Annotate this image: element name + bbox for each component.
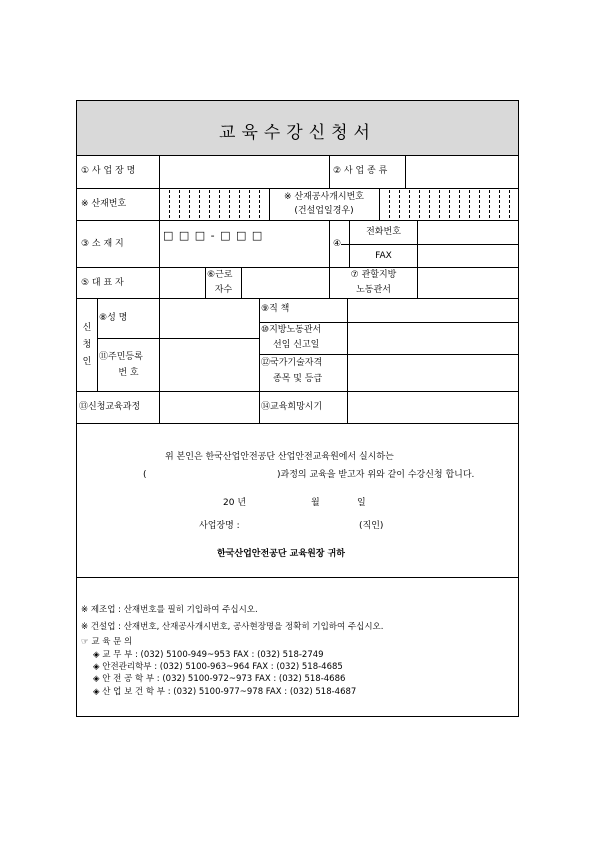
business-type-field[interactable]	[406, 156, 517, 187]
form-title: 교육수강신청서	[219, 123, 376, 143]
reg-number-field[interactable]	[160, 339, 258, 390]
phone-label: 전화번호	[366, 227, 401, 237]
labor-report-sublabel: 선임 신고일	[273, 340, 320, 350]
inquiry-heading: ☞ 교 육 문 의	[81, 637, 133, 647]
phone-field[interactable]	[418, 221, 517, 243]
course-label: ⑬신청교육과정	[79, 402, 141, 412]
applicant-side-label-1: 신	[82, 323, 92, 333]
business-name-field[interactable]	[160, 156, 328, 187]
note-construction: ※ 건설업 : 산재번호, 산재공사개시번호, 공사현장명을 정확히 기입하여 주십시오.	[81, 622, 384, 632]
seal-label: (직인)	[359, 521, 384, 531]
contact-number-label: ④	[333, 239, 342, 249]
note-manufacturing: ※ 제조업 : 산재번호를 필히 기입하여 주십시오.	[81, 605, 258, 615]
fax-label: FAX	[375, 251, 392, 261]
desired-time-label: ⑭교육희망시기	[261, 402, 323, 412]
workers-field[interactable]	[242, 268, 328, 297]
representative-label: ⑤ 대 표 자	[81, 278, 124, 288]
course-name-field[interactable]	[151, 467, 275, 483]
national-cert-field[interactable]	[348, 355, 517, 390]
date-month: 월	[311, 498, 320, 508]
declaration-line2: )과정의 교육을 받고자 위와 같이 수강신청 합니다.	[277, 470, 475, 480]
reg-number-sublabel: 번 호	[118, 368, 139, 378]
business-name-label: ① 사 업 장 명	[81, 166, 136, 176]
national-cert-label: ⑫국가기술자격	[261, 358, 323, 368]
labor-office-label: ⑦ 관할지방	[350, 270, 397, 280]
position-field[interactable]	[348, 299, 517, 321]
contact-safety-management: ◈ 안전관리학부 : (032) 5100-963~964 FAX : (032) 518-4685	[93, 662, 343, 672]
application-form	[76, 100, 519, 717]
applicant-side-label-3: 인	[82, 357, 92, 367]
construction-number-field[interactable]	[380, 189, 517, 219]
construction-number-label: ※ 산재공사개시번호	[284, 192, 364, 202]
reg-number-label: ⑪주민등록	[99, 352, 143, 362]
labor-report-field[interactable]	[348, 323, 517, 353]
date-year: 20 년	[223, 498, 247, 508]
course-field[interactable]	[160, 392, 258, 422]
representative-field[interactable]	[160, 268, 204, 297]
recipient: 한국산업안전공단 교육원장 귀하	[217, 549, 345, 559]
declaration-paren-open: (	[143, 470, 147, 480]
accident-number-field[interactable]	[160, 189, 268, 219]
address-label: ③ 소 재 지	[81, 239, 124, 249]
contact-safety-engineering: ◈ 안 전 공 학 부 : (032) 5100-972~973 FAX : (032) 518-4686	[93, 674, 346, 684]
name-label: ⑧성 명	[99, 313, 128, 323]
contact-affairs: ◈ 교 무 부 : (032) 5100-949~953 FAX : (032) 518-2749	[93, 650, 324, 660]
labor-office-sublabel: 노동관서	[356, 285, 391, 295]
contact-industrial-health: ◈ 산 업 보 건 학 부 : (032) 5100-977~978 FAX : (032) 518-4687	[93, 687, 357, 697]
workers-sublabel: 자수	[214, 285, 233, 295]
national-cert-sublabel: 종목 및 등급	[273, 374, 323, 384]
desired-time-field[interactable]	[348, 392, 517, 422]
postal-code-boxes[interactable]: □ □ □ - □ □ □	[163, 229, 264, 242]
construction-number-sublabel: (건설업일경우)	[294, 206, 354, 216]
labor-office-field[interactable]	[418, 268, 517, 297]
business-sign-label: 사업장명 :	[199, 521, 240, 531]
workers-label: ⑥근로	[207, 270, 233, 280]
date-day: 일	[357, 498, 366, 508]
applicant-side-label-2: 청	[82, 340, 92, 350]
accident-number-label: ※ 산재번호	[81, 199, 127, 209]
fax-field[interactable]	[418, 245, 517, 266]
declaration-line1: 위 본인은 한국산업안전공단 산업안전교육원에서 실시하는	[165, 452, 394, 462]
name-field[interactable]	[160, 299, 258, 337]
business-sign-field[interactable]	[257, 518, 357, 534]
labor-report-label: ⑩지방노동관서	[261, 325, 322, 335]
business-type-label: ② 사 업 종 류	[333, 166, 388, 176]
position-label: ⑨직 책	[261, 304, 290, 314]
